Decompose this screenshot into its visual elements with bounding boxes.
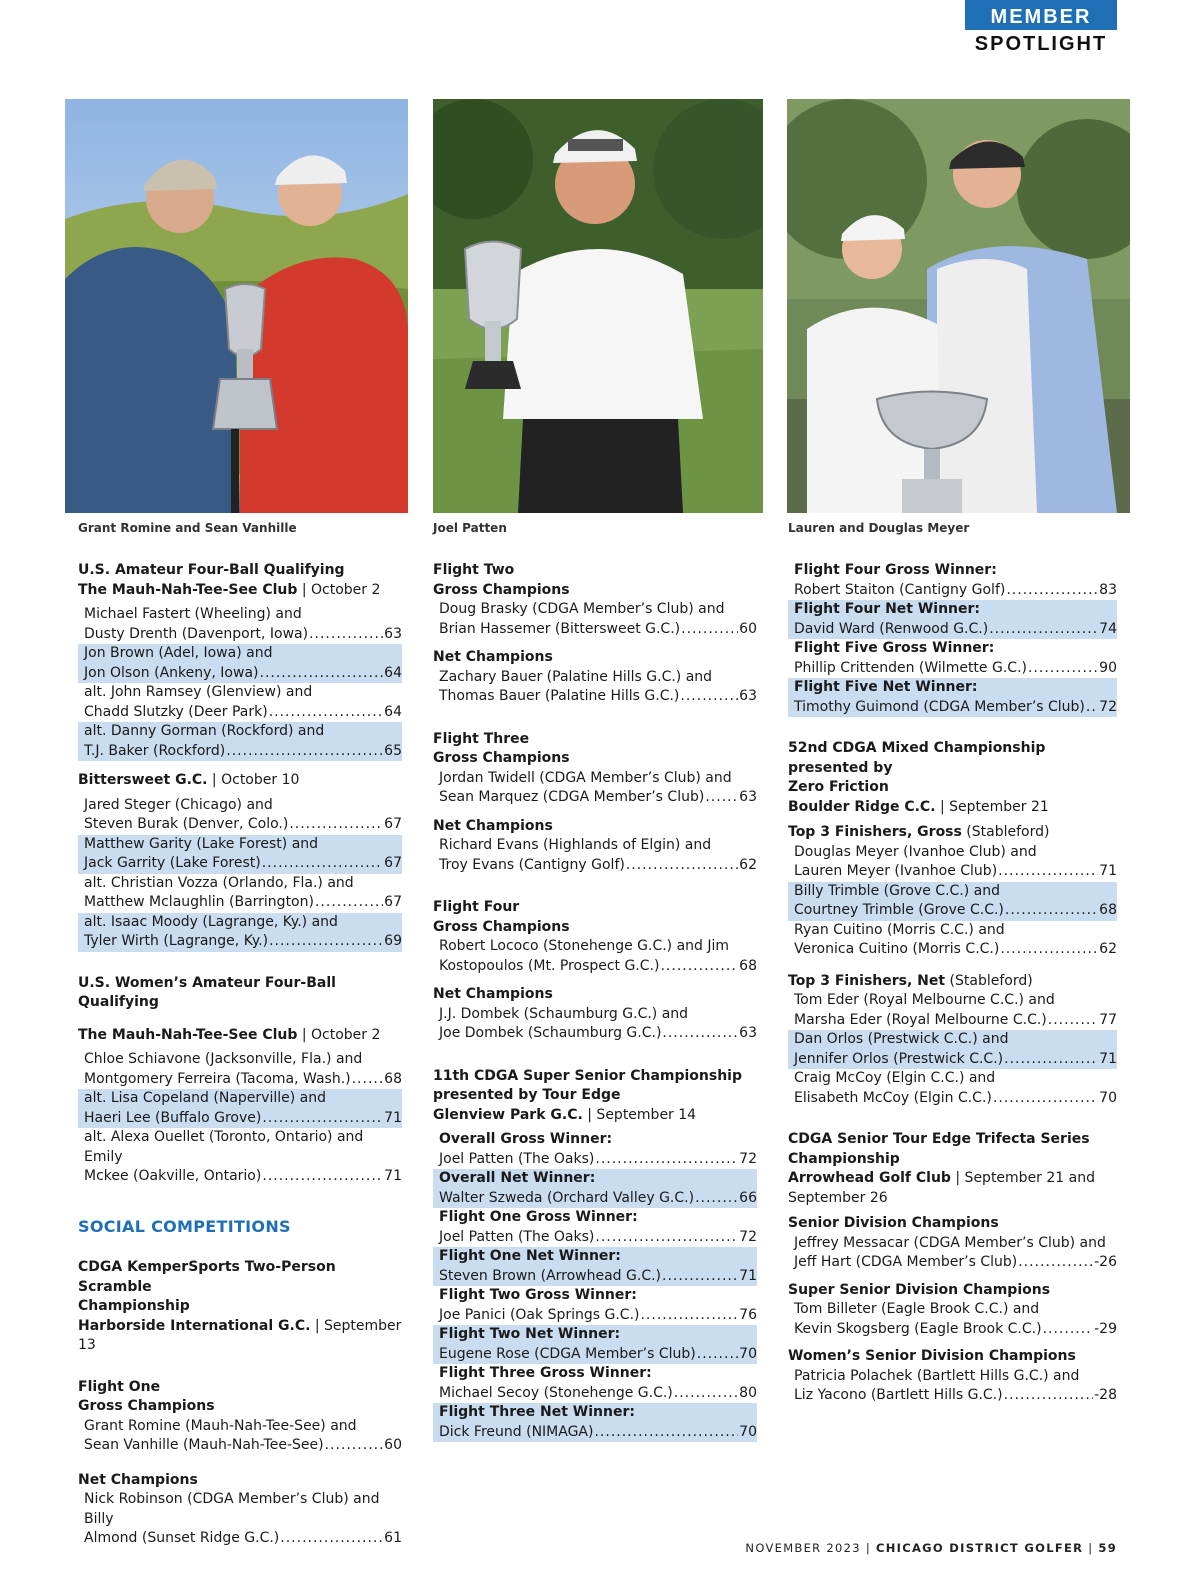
result-names: Joel Patten (The Oaks) <box>439 1150 595 1167</box>
result-names: Michael Fastert (Wheeling) and <box>84 606 302 622</box>
result-names: Zachary Bauer (Palatine Hills G.C.) and <box>439 668 713 685</box>
result-score: 62 <box>1099 941 1117 957</box>
result-score: 71 <box>739 1267 757 1284</box>
result-names: Kostopoulos (Mt. Prospect G.C.) <box>439 957 660 974</box>
flight-title: Flight Two <box>433 562 515 578</box>
result-score: -28 <box>1094 1387 1117 1403</box>
result-names: T.J. Baker (Rockford) <box>84 742 226 759</box>
social-competitions-heading: SOCIAL COMPETITIONS <box>78 1216 291 1236</box>
result-score: 71 <box>384 1168 402 1184</box>
result-names: Matthew Mclaughlin (Barrington) <box>84 894 314 910</box>
result-score: 71 <box>1099 1050 1117 1067</box>
result-entry <box>788 678 1117 717</box>
result-names: alt. Christian Vozza (Orlando, Fla.) and <box>84 874 354 891</box>
result-names: Richard Evans (Highlands of Elgin) and <box>439 837 712 853</box>
subheading: Top 3 Finishers, Gross <box>788 824 962 840</box>
page-number: 59 <box>1098 1541 1117 1555</box>
page-footer <box>745 1541 1117 1555</box>
venue: Harborside International G.C. <box>78 1317 311 1334</box>
award-label: Flight Four Gross Winner: <box>794 562 997 578</box>
result-names: Jeff Hart (CDGA Member’s Club) <box>794 1254 1018 1270</box>
result-names: Joe Dombek (Schaumburg G.C.) <box>439 1025 662 1041</box>
issue-date: NOVEMBER 2023 <box>745 1541 861 1555</box>
result-names: Tyler Wirth (Lagrange, Ky.) <box>84 933 269 949</box>
section-title: Championship <box>788 1150 900 1167</box>
result-entry <box>433 1005 757 1044</box>
event-date: September 26 <box>788 1189 888 1206</box>
result-score: 68 <box>384 1070 402 1087</box>
award-label: Flight Four Net Winner: <box>794 601 981 617</box>
award-label: Flight One Gross Winner: <box>439 1209 638 1225</box>
result-entry <box>433 1130 757 1169</box>
subheading: Women’s Senior Division Champions <box>788 1348 1076 1364</box>
section-title: presented by Tour Edge <box>433 1087 621 1103</box>
result-entry <box>78 796 402 835</box>
result-names: Marsha Eder (Royal Melbourne C.C.) <box>794 1011 1047 1028</box>
venue: The Mauh-Nah-Tee-See Club <box>78 1026 298 1043</box>
photo-caption-3: Lauren and Douglas Meyer <box>788 521 970 535</box>
result-names: alt. John Ramsey (Glenview) and <box>84 684 313 700</box>
event-date: | September 21 and <box>950 1170 1095 1186</box>
subheading: Gross Champions <box>433 581 570 598</box>
subheading: Super Senior Division Champions <box>788 1281 1051 1298</box>
result-names: Billy Trimble (Grove C.C.) and <box>794 882 1001 899</box>
award-label: Flight Two Net Winner: <box>439 1326 621 1342</box>
result-names: Timothy Guimond (CDGA Member’s Club) <box>794 698 1085 715</box>
section-title: U.S. Amateur Four-Ball Qualifying <box>78 562 345 578</box>
result-entry <box>788 561 1117 600</box>
result-names: alt. Danny Gorman (Rockford) and <box>84 723 325 739</box>
result-score: 67 <box>384 855 402 871</box>
subheading: Gross Champions <box>78 1398 215 1414</box>
result-names: alt. Lisa Copeland (Naperville) and <box>84 1090 326 1106</box>
result-names: Joel Patten (The Oaks) <box>439 1228 595 1245</box>
result-names: Elisabeth McCoy (Elgin C.C.) <box>794 1089 992 1106</box>
subheading-note: (Stableford) <box>945 972 1033 989</box>
result-names: Haeri Lee (Buffalo Grove) <box>84 1109 262 1126</box>
column-1 <box>78 561 402 1549</box>
result-names: Matthew Garity (Lake Forest) and <box>84 835 319 852</box>
result-names: Dusty Drenth (Davenport, Iowa) <box>84 625 309 642</box>
result-score: 76 <box>739 1306 757 1323</box>
result-score: 67 <box>384 816 402 832</box>
result-entry <box>78 874 402 913</box>
section-title: 11th CDGA Super Senior Championship <box>433 1067 742 1084</box>
venue: Glenview Park G.C. <box>433 1106 583 1123</box>
result-entry <box>78 605 402 644</box>
section-subtitle: SPOTLIGHT <box>974 33 1108 55</box>
result-entry <box>433 937 757 976</box>
subheading: Gross Champions <box>433 750 570 766</box>
section-title: CDGA KemperSports Two-Person Scramble <box>78 1259 336 1295</box>
award-label: Overall Net Winner: <box>439 1170 596 1186</box>
result-names: Jack Garrity (Lake Forest) <box>84 855 261 871</box>
result-names: Steven Brown (Arrowhead G.C.) <box>439 1267 662 1284</box>
result-names: Patricia Polachek (Bartlett Hills G.C.) and <box>794 1367 1080 1384</box>
result-entry <box>433 1247 757 1286</box>
result-entry <box>788 921 1117 960</box>
result-names: David Ward (Renwood G.C.) <box>794 620 989 637</box>
result-entry <box>78 913 402 952</box>
venue: Bittersweet G.C. <box>78 772 208 788</box>
result-names: Jon Olson (Ankeny, Iowa) <box>84 664 259 681</box>
venue: Boulder Ridge C.C. <box>788 798 936 815</box>
result-entry <box>788 843 1117 882</box>
result-entry <box>78 1490 402 1549</box>
result-score: 62 <box>739 856 757 873</box>
result-score: 70 <box>739 1345 757 1362</box>
event-date: | October 2 <box>297 1026 381 1043</box>
subheading: Net Champions <box>433 986 553 1002</box>
subheading: Net Champions <box>433 649 553 665</box>
result-entry <box>433 600 757 639</box>
event-date: | September 13 <box>78 1317 402 1353</box>
result-names: Doug Brasky (CDGA Member’s Club) and <box>439 601 725 617</box>
footer-separator: | <box>1083 1541 1099 1555</box>
result-entry <box>788 1030 1117 1069</box>
result-names: Douglas Meyer (Ivanhoe Club) and <box>794 843 1037 860</box>
subheading: Senior Division Champions <box>788 1215 999 1231</box>
result-entry <box>433 769 757 808</box>
result-entry <box>788 1234 1117 1273</box>
result-entry <box>78 644 402 683</box>
award-label: Flight One Net Winner: <box>439 1248 621 1264</box>
section-title: Championship <box>78 1298 190 1314</box>
result-entry <box>433 1325 757 1364</box>
result-score: 70 <box>739 1423 757 1440</box>
result-entry <box>788 1069 1117 1108</box>
result-entry <box>788 639 1117 678</box>
result-score: 69 <box>384 933 402 949</box>
result-entry <box>788 1300 1117 1339</box>
column-3 <box>788 561 1117 1406</box>
result-entry <box>78 683 402 722</box>
result-entry <box>433 1286 757 1325</box>
result-names: Jon Brown (Adel, Iowa) and <box>84 645 273 661</box>
result-score: 66 <box>739 1189 757 1206</box>
result-names: Michael Secoy (Stonehenge G.C.) <box>439 1384 673 1401</box>
venue: The Mauh-Nah-Tee-See Club <box>78 581 298 598</box>
result-entry <box>433 1169 757 1208</box>
result-entry <box>78 1089 402 1128</box>
result-names: Steven Burak (Denver, Colo.) <box>84 816 289 832</box>
result-score: 77 <box>1099 1011 1117 1028</box>
result-names: Robert Lococo (Stonehenge G.C.) and Jim <box>439 938 730 954</box>
result-names: Kevin Skogsberg (Eagle Brook C.C.) <box>794 1320 1042 1337</box>
result-names: alt. Alexa Ouellet (Toronto, Ontario) and Emily <box>84 1129 364 1165</box>
photo-caption-1: Grant Romine and Sean Vanhille <box>78 521 297 535</box>
result-names: Brian Hassemer (Bittersweet G.C.) <box>439 620 681 637</box>
result-names: Phillip Crittenden (Wilmette G.C.) <box>794 659 1027 676</box>
result-score: 64 <box>384 664 402 681</box>
result-entry <box>78 1417 402 1456</box>
result-score: 60 <box>384 1437 402 1453</box>
result-names: Dick Freund (NIMAGA) <box>439 1423 594 1440</box>
award-label: Flight Three Net Winner: <box>439 1404 635 1420</box>
event-date: | October 2 <box>297 581 381 598</box>
result-names: Chadd Slutzky (Deer Park) <box>84 703 268 720</box>
result-names: Thomas Bauer (Palatine Hills G.C.) <box>439 688 680 704</box>
result-score: 67 <box>384 894 402 910</box>
result-names: Montgomery Ferreira (Tacoma, Wash.) <box>84 1070 351 1087</box>
result-score: -29 <box>1094 1320 1117 1337</box>
event-date: | September 14 <box>582 1106 697 1123</box>
photo-patten <box>433 99 763 513</box>
photo-meyer <box>787 99 1130 513</box>
subheading: Net Champions <box>78 1471 198 1488</box>
result-names: Liz Yacono (Bartlett Hills G.C.) <box>794 1387 1003 1403</box>
section-title: 52nd CDGA Mixed Championship presented by <box>788 740 1046 776</box>
result-score: 68 <box>739 957 757 974</box>
result-score: 63 <box>739 1025 757 1041</box>
flight-title: Flight One <box>78 1378 161 1395</box>
result-score: 74 <box>1099 620 1117 637</box>
section-title: U.S. Women’s Amateur Four-Ball Qualifying <box>78 974 336 1010</box>
event-date: | September 21 <box>935 798 1049 815</box>
result-names: Almond (Sunset Ridge G.C.) <box>84 1530 280 1546</box>
result-entry <box>788 882 1117 921</box>
event-date: | October 10 <box>207 772 300 788</box>
result-score: -26 <box>1094 1254 1117 1270</box>
result-names: Troy Evans (Cantigny Golf) <box>439 856 625 873</box>
result-names: Mckee (Oakville, Ontario) <box>84 1168 262 1184</box>
result-entry <box>78 835 402 874</box>
result-entry <box>433 668 757 707</box>
subheading: Top 3 Finishers, Net <box>788 972 946 989</box>
result-names: Joe Panici (Oak Springs G.C.) <box>439 1306 640 1323</box>
result-score: 71 <box>1099 863 1117 879</box>
section-title: Zero Friction <box>788 779 889 795</box>
result-names: Sean Marquez (CDGA Member’s Club) <box>439 789 705 805</box>
flight-title: Flight Three <box>433 730 530 747</box>
result-entry <box>788 1367 1117 1406</box>
award-label: Flight Five Net Winner: <box>794 679 978 695</box>
result-score: 72 <box>1099 698 1117 715</box>
award-label: Overall Gross Winner: <box>439 1131 613 1147</box>
result-score: 80 <box>739 1384 757 1401</box>
result-score: 72 <box>739 1150 757 1167</box>
section-tab <box>965 0 1117 30</box>
venue: Arrowhead Golf Club <box>788 1170 951 1186</box>
result-names: Sean Vanhille (Mauh-Nah-Tee-See) <box>84 1437 324 1453</box>
result-names: Walter Szweda (Orchard Valley G.C.) <box>439 1189 695 1206</box>
result-names: Ryan Cuitino (Morris C.C.) and <box>794 921 1005 938</box>
result-entry <box>433 1208 757 1247</box>
result-names: Craig McCoy (Elgin C.C.) and <box>794 1070 996 1086</box>
magazine-name: CHICAGO DISTRICT GOLFER <box>876 1541 1084 1555</box>
result-names: Courtney Trimble (Grove C.C.) <box>794 902 1004 918</box>
result-names: J.J. Dombek (Schaumburg G.C.) and <box>439 1005 689 1022</box>
result-names: Robert Staiton (Cantigny Golf) <box>794 581 1006 598</box>
result-score: 68 <box>1099 902 1117 918</box>
result-entry <box>78 722 402 761</box>
result-entry <box>433 836 757 875</box>
award-label: Flight Five Gross Winner: <box>794 640 995 656</box>
result-names: Jordan Twidell (CDGA Member’s Club) and <box>439 769 732 786</box>
result-score: 61 <box>384 1530 402 1546</box>
result-score: 63 <box>384 625 402 642</box>
section-title: CDGA Senior Tour Edge Trifecta Series <box>788 1131 1090 1147</box>
result-names: Eugene Rose (CDGA Member’s Club) <box>439 1345 696 1362</box>
result-names: Lauren Meyer (Ivanhoe Club) <box>794 863 998 879</box>
result-score: 63 <box>739 789 757 805</box>
result-names: Jennifer Orlos (Prestwick C.C.) <box>794 1050 1004 1067</box>
result-entry <box>433 1364 757 1403</box>
result-score: 72 <box>739 1228 757 1245</box>
photo-caption-2: Joel Patten <box>433 521 507 535</box>
result-names: Veronica Cuitino (Morris C.C.) <box>794 941 1000 957</box>
result-names: Jeffrey Messacar (CDGA Member’s Club) and <box>794 1234 1106 1251</box>
result-score: 71 <box>384 1109 402 1126</box>
result-entry <box>788 600 1117 639</box>
subheading: Gross Champions <box>433 918 570 935</box>
result-entry <box>78 1050 402 1089</box>
award-label: Flight Three Gross Winner: <box>439 1365 652 1381</box>
result-entry <box>788 991 1117 1030</box>
result-score: 65 <box>384 742 402 759</box>
result-names: alt. Isaac Moody (Lagrange, Ky.) and <box>84 913 338 930</box>
result-entry <box>78 1128 402 1187</box>
section-tab-label: MEMBER <box>990 6 1092 28</box>
footer-separator: | <box>860 1541 876 1555</box>
result-score: 63 <box>739 688 757 704</box>
result-names: Tom Eder (Royal Melbourne C.C.) and <box>794 992 1055 1008</box>
result-score: 83 <box>1099 581 1117 598</box>
subheading: Net Champions <box>433 817 553 834</box>
result-score: 64 <box>384 703 402 720</box>
result-names: Nick Robinson (CDGA Member’s Club) and Billy <box>84 1491 380 1527</box>
result-names: Chloe Schiavone (Jacksonville, Fla.) and <box>84 1051 363 1067</box>
award-label: Flight Two Gross Winner: <box>439 1287 637 1303</box>
result-names: Jared Steger (Chicago) and <box>84 796 273 813</box>
result-entry <box>433 1403 757 1442</box>
result-names: Grant Romine (Mauh-Nah-Tee-See) and <box>84 1417 357 1434</box>
flight-title: Flight Four <box>433 899 520 915</box>
column-2 <box>433 561 757 1442</box>
result-score: 60 <box>739 620 757 637</box>
result-score: 90 <box>1099 659 1117 676</box>
result-names: Tom Billeter (Eagle Brook C.C.) and <box>794 1301 1040 1317</box>
result-names: Dan Orlos (Prestwick C.C.) and <box>794 1031 1009 1047</box>
photo-romine-vanhille <box>65 99 408 513</box>
subheading-note: (Stableford) <box>961 824 1050 840</box>
result-score: 70 <box>1099 1089 1117 1106</box>
